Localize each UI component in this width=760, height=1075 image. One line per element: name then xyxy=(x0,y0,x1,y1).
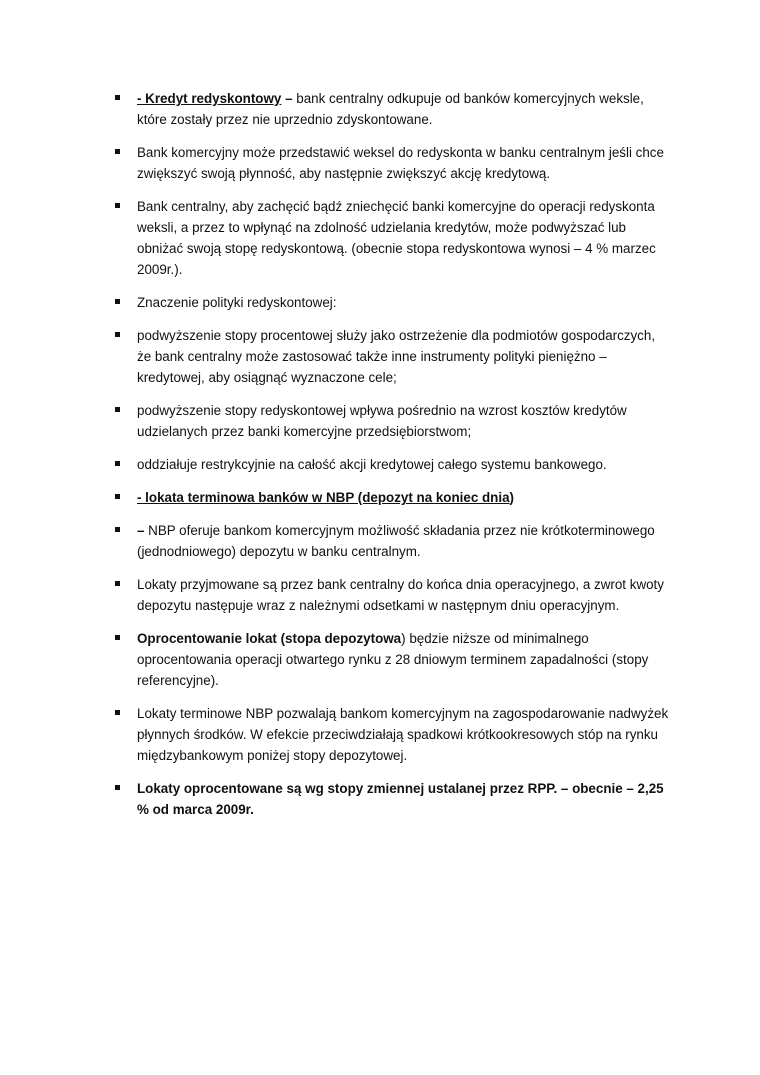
closing-paren: ) xyxy=(509,490,514,505)
item-text: Znaczenie polityki redyskontowej: xyxy=(137,295,337,310)
term-heading: Oprocentowanie lokat (stopa depozytowa xyxy=(137,631,402,646)
item-text: bank centralny odkupuje od banków komercyjnych weksle, które zostały przez nie uprzednio zdyskontowane. xyxy=(137,91,644,127)
list-item xyxy=(110,574,670,616)
item-text: NBP oferuje bankom komercyjnym możliwość składania przez nie krótkoterminowego (jednodniowego) depozytu w banku centralnym. xyxy=(137,523,655,559)
list-item xyxy=(110,454,670,475)
list-item xyxy=(110,520,670,562)
item-text: oddziałuje restrykcyjnie na całość akcji kredytowej całego systemu bankowego. xyxy=(137,457,607,472)
dash: – xyxy=(281,91,293,106)
term-heading: - lokata terminowa banków w NBP (depozyt na koniec dnia xyxy=(137,490,510,505)
list-item xyxy=(110,196,670,280)
item-text: Lokaty przyjmowane są przez bank centralny do końca dnia operacyjnego, a zwrot kwoty depozytu następuje wraz z należnymi odsetkami w następnym dniu operacyjnym. xyxy=(137,577,664,613)
list-item xyxy=(110,292,670,313)
item-text: Bank centralny, aby zachęcić bądź zniechęcić banki komercyjne do operacji redyskonta weksli, a przez to wpłynąć na zdolność udzielania kredytów, może podwyższać lub obniżać swoją stopę redyskontową. (obecnie stopa redyskontowa wynosi – 4 % marzec 2009r.). xyxy=(137,199,656,277)
closing-paren: ) xyxy=(401,631,406,646)
list-item xyxy=(110,487,670,508)
item-text: podwyższenie stopy redyskontowej wpływa pośrednio na wzrost kosztów kredytów udzielanych przez banki komercyjne przedsiębiorstwom; xyxy=(137,403,627,439)
square-bullet-icon xyxy=(115,461,120,466)
square-bullet-icon xyxy=(115,149,120,154)
item-text: Lokaty terminowe NBP pozwalają bankom komercyjnym na zagospodarowanie nadwyżek płynnych środków. W efekcie przeciwdziałają spadkowi krótkookresowych stóp na rynku międzybankowym poniżej stopy depozytowej. xyxy=(137,706,669,763)
list-item xyxy=(110,703,670,766)
term-heading: - Kredyt redyskontowy xyxy=(137,91,282,106)
list-item xyxy=(110,628,670,691)
square-bullet-icon xyxy=(115,407,120,412)
dash: – xyxy=(137,523,145,538)
square-bullet-icon xyxy=(115,581,120,586)
square-bullet-icon xyxy=(115,494,120,499)
square-bullet-icon xyxy=(115,785,120,790)
list-item xyxy=(110,778,670,820)
square-bullet-icon xyxy=(115,299,120,304)
square-bullet-icon xyxy=(115,527,120,532)
list-item xyxy=(110,142,670,184)
square-bullet-icon xyxy=(115,635,120,640)
square-bullet-icon xyxy=(115,203,120,208)
square-bullet-icon xyxy=(115,95,120,100)
list-item xyxy=(110,325,670,388)
square-bullet-icon xyxy=(115,710,120,715)
bullet-list xyxy=(110,88,670,832)
square-bullet-icon xyxy=(115,332,120,337)
list-item xyxy=(110,400,670,442)
item-text: Bank komercyjny może przedstawić weksel do redyskonta w banku centralnym jeśli chce zwiększyć swoją płynność, aby następnie zwiększyć akcję kredytową. xyxy=(137,145,664,181)
item-text-bold: Lokaty oprocentowane są wg stopy zmiennej ustalanej przez RPP. – obecnie – 2,25 % od marca 2009r. xyxy=(137,781,664,817)
item-text: podwyższenie stopy procentowej służy jako ostrzeżenie dla podmiotów gospodarczych, że bank centralny może zastosować także inne instrumenty polityki pieniężno – kredytowej, aby osiągnąć wyznaczone cele; xyxy=(137,328,656,385)
list-item xyxy=(110,88,670,130)
item-text: będzie niższe od minimalnego oprocentowania operacji otwartego rynku z 28 dniowym terminem zapadalności (stopy referencyjne). xyxy=(137,631,649,688)
